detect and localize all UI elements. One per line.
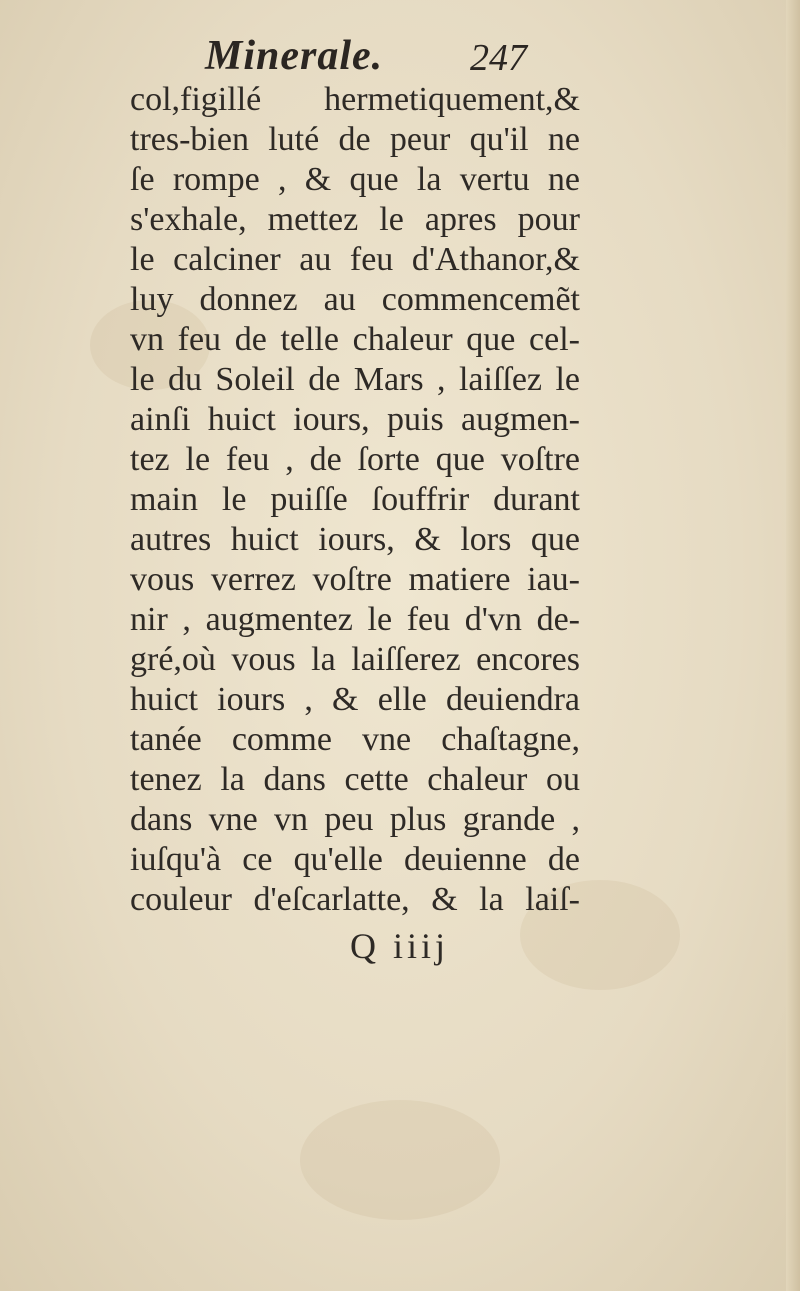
text-line: s'exhale, mettez le apres pour <box>130 201 580 238</box>
text-line: nir , augmentez le feu d'vn de- <box>130 601 580 638</box>
body-text <box>130 80 580 918</box>
text-line: le du Soleil de Mars , laiſſez le <box>130 361 580 398</box>
running-head <box>0 32 800 82</box>
text-line: iuſqu'à ce qu'elle deuienne de <box>130 841 580 878</box>
text-line: tez le feu , de ſorte que voſtre <box>130 441 580 478</box>
text-line: luy donnez au commencemẽt <box>130 281 580 318</box>
text-line: ſe rompe , & que la vertu ne <box>130 161 580 198</box>
text-line: autres huict iours, & lors que <box>130 521 580 558</box>
signature-mark: Q iiij <box>350 926 450 966</box>
page-edge <box>786 0 800 1291</box>
page-number: 247 <box>470 37 527 79</box>
text-line: tenez la dans cette chaleur ou <box>130 761 580 798</box>
text-line: tres-bien luté de peur qu'il ne <box>130 121 580 158</box>
text-line: vn feu de telle chaleur que cel- <box>130 321 580 358</box>
text-line: le calciner au feu d'Athanor,& <box>130 241 580 278</box>
text-line: ainſi huict iours, puis augmen- <box>130 401 580 438</box>
text-line: huict iours , & elle deuiendra <box>130 681 580 718</box>
text-line: col,figillé hermetiquement,& <box>130 81 580 118</box>
text-line: gré,où vous la laiſſerez encores <box>130 641 580 678</box>
signature-line <box>0 925 800 975</box>
text-line: vous verrez voſtre matiere iau- <box>130 561 580 598</box>
text-line: dans vne vn peu plus grande , <box>130 801 580 838</box>
text-line: main le puiſſe ſouffrir durant <box>130 481 580 518</box>
paper-stain <box>300 1100 500 1220</box>
text-line: couleur d'eſcarlatte, & la laiſ- <box>130 881 580 918</box>
text-line: tanée comme vne chaſtagne, <box>130 721 580 758</box>
running-title: Minerale. <box>205 33 384 79</box>
